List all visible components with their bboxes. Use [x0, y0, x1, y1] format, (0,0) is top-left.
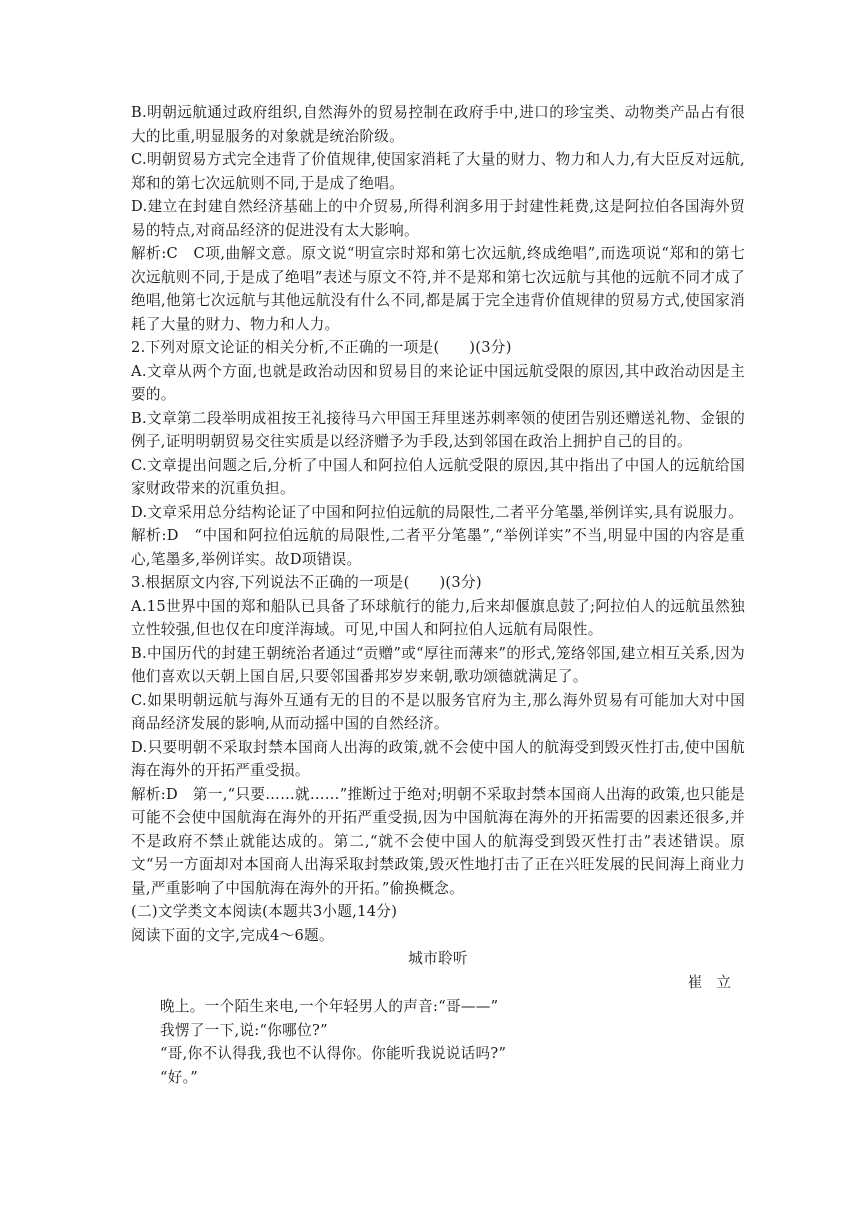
q1-option-b: B.明朝远航通过政府组织,自然海外的贸易控制在政府手中,进口的珍宝类、动物类产品占有很大的比重,明显服务的对象就是统治阶级。 — [131, 104, 745, 145]
q3-option-c: C.如果明朝远航与海外互通有无的目的不是以服务官府为主,那么海外贸易有可能加大对中国商品经济发展的影响,从而动摇中国的自然经济。 — [131, 691, 745, 732]
passage-line: “好。” — [160, 1068, 199, 1086]
q2-analysis: 解析:D “中国和阿拉伯远航的局限性,二者平分笔墨”,“举例详实”不当,明显中国的内容是重心,笔墨多,举例详实。故D项错误。 — [131, 527, 745, 568]
q3-option-d: D.只要明朝不采取封禁本国商人出海的政策,就不会使中国人的航海受到毁灭性打击,使中国航海在海外的开拓严重受损。 — [131, 738, 745, 779]
q3-option-b: B.中国历代的封建王朝统治者通过“贡赠”或“厚往而薄来”的形式,笼络邻国,建立相互关系,因为他们喜欢以天朝上国自居,只要邻国番邦岁岁来朝,歌功颂德就满足了。 — [131, 644, 745, 685]
q3-option-a: A.15世界中国的郑和船队已具备了环球航行的能力,后来却偃旗息鼓了;阿拉伯人的远航虽然独立性较强,但也仅在印度洋海域。可见,中国人和阿拉伯人远航有局限性。 — [131, 597, 745, 638]
passage-line: “哥,你不认得我,我也不认得你。你能听我说说话吗?” — [160, 1045, 507, 1062]
q3-analysis: 解析:D 第一,“只要……就……”推断过于绝对;明朝不采取封禁本国商人出海的政策,也只能是可能不会使中国航海在海外的开拓严重受损,因为中国航海在海外的开拓需要的因素还很多,并不是政府不禁止就能达成的。第二,“就不会使中国人的航海受到毁灭性打击”表述错误。原文“另一方面却对本国商人出海采取封禁政策,毁灭性地打击了正在兴旺发展的民间海上商业力量,严重影响了中国航海在海外的开拓。”偷换概念。 — [131, 785, 745, 897]
q1-option-c: C.明朝贸易方式完全违背了价值规律,使国家消耗了大量的财力、物力和人力,有大臣反对远航,郑和的第七次远航则不同,于是成了绝唱。 — [131, 151, 745, 192]
passage-line: 晚上。一个陌生来电,一个年轻男人的声音:“哥——” — [160, 998, 499, 1015]
passage-author: 崔立 — [687, 974, 745, 991]
q2-option-c: C.文章提出问题之后,分析了中国人和阿拉伯人远航受限的原因,其中指出了中国人的远航给国家财政带来的沉重负担。 — [131, 456, 745, 497]
q2-option-d: D.文章采用总分结构论证了中国和阿拉伯远航的局限性,二者平分笔墨,举例详实,具有说服力。 — [131, 503, 744, 521]
q3-stem: 3.根据原文内容,下列说法不正确的一项是( )(3分) — [131, 574, 482, 591]
q2-option-a: A.文章从两个方面,也就是政治动因和贸易目的来论证中国远航受限的原因,其中政治动因是主要的。 — [131, 362, 745, 403]
section-heading: (二)文学类文本阅读(本题共3小题,14分) — [131, 903, 398, 920]
q2-stem: 2.下列对原文论证的相关分析,不正确的一项是( )(3分) — [131, 339, 512, 356]
document-body — [131, 101, 745, 1089]
q2-option-b: B.文章第二段举明成祖按王礼接待马六甲国王拜里迷苏剌率领的使团告别还赠送礼物、金银的例子,证明明朝贸易交往实质是以经济赠予为手段,达到邻国在政治上拥护自己的目的。 — [131, 409, 745, 450]
q1-option-d: D.建立在封建自然经济基础上的中介贸易,所得利润多用于封建性耗费,这是阿拉伯各国海外贸易的特点,对商品经济的促进没有太大影响。 — [131, 198, 745, 239]
section-instruction: 阅读下面的文字,完成4～6题。 — [131, 926, 334, 944]
passage-line: 我愣了一下,说:“你哪位?” — [160, 1021, 328, 1039]
q1-analysis: 解析:C C项,曲解文意。原文说“明宣宗时郑和第七次远航,终成绝唱”,而选项说“郑和的第七次远航则不同,于是成了绝唱”表述与原文不符,并不是郑和第七次远航与其他的远航不同才成了绝唱,他第七次远航与其他远航没有什么不同,都是属于完全违背价值规律的贸易方式,使国家消耗了大量的财力、物力和人力。 — [131, 245, 745, 333]
passage-title: 城市聆听 — [408, 950, 468, 967]
